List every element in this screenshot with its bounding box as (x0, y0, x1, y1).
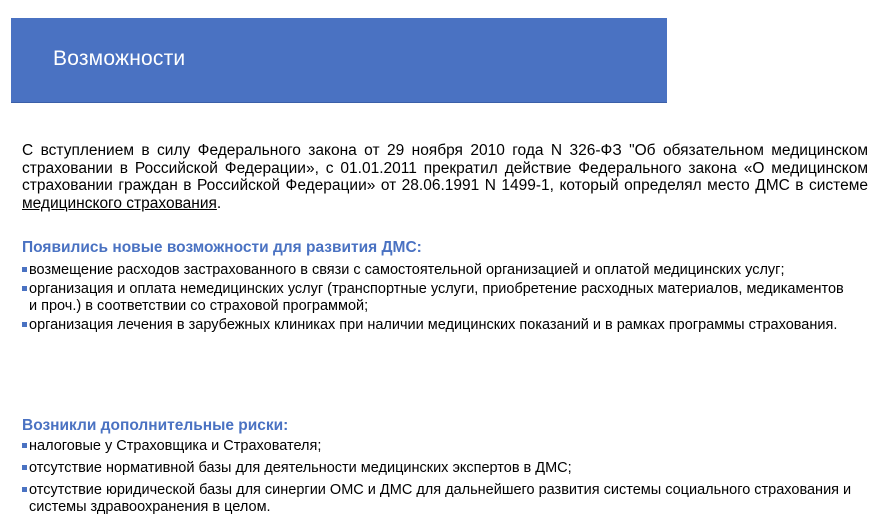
square-bullet-icon (22, 267, 27, 272)
list-item (22, 262, 852, 279)
risks-heading: Возникли дополнительные риски: (22, 417, 289, 434)
page-title: Возможности (53, 47, 186, 70)
list-item (22, 438, 852, 455)
list-item (22, 317, 852, 334)
square-bullet-icon (22, 286, 27, 291)
list-item-text: организация лечения в зарубежных клиниках при наличии медицинских показаний и в рамках программы страхования. (29, 317, 838, 333)
title-banner (11, 18, 667, 103)
square-bullet-icon (22, 465, 27, 470)
list-item-text: отсутствие нормативной базы для деятельности медицинских экспертов в ДМС; (29, 460, 572, 476)
list-item (22, 482, 852, 516)
list-item (22, 281, 852, 315)
intro-tail: . (216, 194, 222, 212)
opportunities-list (22, 262, 852, 336)
list-item-text: организация и оплата немедицинских услуг (транспортные услуги, приобретение расходных материалов, медикаментов и проч.) в соответствии со страховой программой; (29, 281, 844, 314)
intro-text: С вступлением в силу Федерального закона от 29 ноября 2010 года N 326-ФЗ "Об обязательном медицинском страховании в Российской Федерации», с 01.01.2011 прекратил действие Федерального закона «О медицинском страховании граждан в Российской Федерации» от 28.06.1991 N 1499-1, который определял место ДМС в системе (22, 142, 868, 194)
opportunities-heading: Появились новые возможности для развития ДМС: (22, 239, 422, 256)
square-bullet-icon (22, 487, 27, 492)
risks-list (22, 438, 852, 521)
list-item-text: возмещение расходов застрахованного в связи с самостоятельной организацией и оплатой медицинских услуг; (29, 262, 785, 278)
list-item (22, 460, 852, 477)
insurance-link[interactable]: медицинского страхования (22, 194, 217, 212)
list-item-text: отсутствие юридической базы для синергии ОМС и ДМС для дальнейшего развития системы социального страхования и системы здравоохранения в целом. (29, 482, 852, 515)
square-bullet-icon (22, 443, 27, 448)
list-item-text: налоговые у Страховщика и Страхователя; (29, 438, 322, 454)
square-bullet-icon (22, 322, 27, 327)
intro-paragraph (22, 142, 868, 212)
